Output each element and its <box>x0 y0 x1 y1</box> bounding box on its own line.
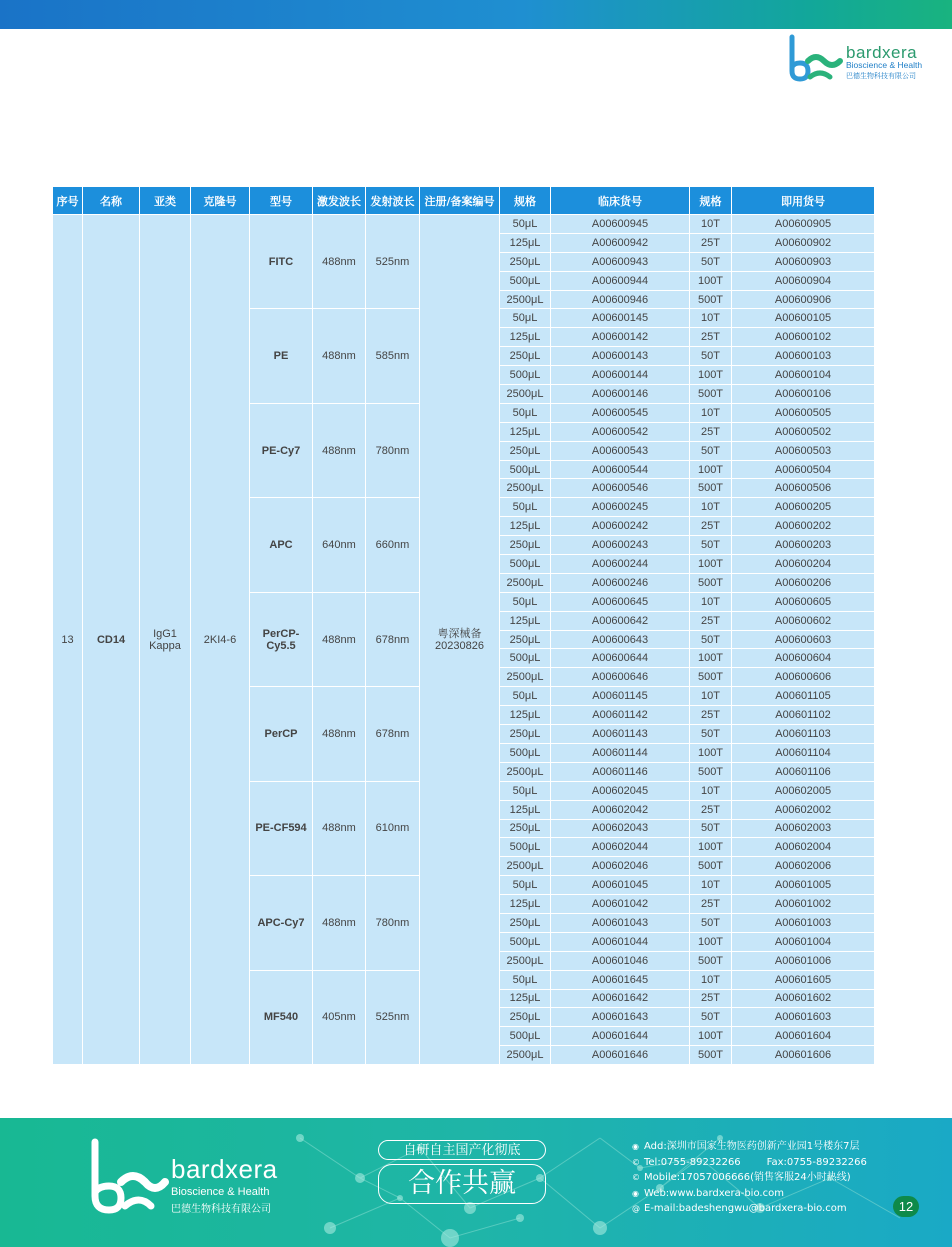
spec-cell: 50μL <box>500 215 551 234</box>
spec2-cell: 10T <box>690 592 732 611</box>
spec-cell: 50μL <box>500 498 551 517</box>
ready-code-cell: A00601603 <box>732 1008 875 1027</box>
spec-cell: 2500μL <box>500 762 551 781</box>
emission-cell: 660nm <box>366 498 420 592</box>
clinical-code-cell: A00600142 <box>551 328 690 347</box>
col-header-excitation: 激发波长 <box>313 187 366 215</box>
ready-code-cell: A00600905 <box>732 215 875 234</box>
spec2-cell: 500T <box>690 762 732 781</box>
ready-code-cell: A00601103 <box>732 725 875 744</box>
clinical-code-cell: A00600244 <box>551 555 690 574</box>
model-cell: APC <box>250 498 313 592</box>
contact-phone-row <box>632 1155 892 1171</box>
clinical-code-cell: A00600642 <box>551 611 690 630</box>
product-name-cell: CD14 <box>83 215 140 1065</box>
spec-cell: 50μL <box>500 403 551 422</box>
brand-logo <box>786 33 926 83</box>
spec-cell: 500μL <box>500 743 551 762</box>
emission-cell: 678nm <box>366 592 420 686</box>
spec-cell: 50μL <box>500 687 551 706</box>
spec2-cell: 25T <box>690 895 732 914</box>
ready-code-cell: A00602005 <box>732 781 875 800</box>
model-line-1: PerCP- <box>262 627 300 640</box>
spec-cell: 250μL <box>500 725 551 744</box>
ready-code-cell: A00601105 <box>732 687 875 706</box>
clinical-code-cell: A00600945 <box>551 215 690 234</box>
spec2-cell: 100T <box>690 932 732 951</box>
clinical-code-cell: A00600645 <box>551 592 690 611</box>
model-cell: APC-Cy7 <box>250 876 313 970</box>
clinical-code-cell: A00600145 <box>551 309 690 328</box>
clinical-code-cell: A00601142 <box>551 706 690 725</box>
ready-code-cell: A00600605 <box>732 592 875 611</box>
clinical-code-cell: A00600246 <box>551 573 690 592</box>
spec2-cell: 100T <box>690 366 732 385</box>
ready-code-cell: A00600206 <box>732 573 875 592</box>
clinical-code-cell: A00601642 <box>551 989 690 1008</box>
spec-cell: 50μL <box>500 309 551 328</box>
registration-line-2: 20230826 <box>435 639 484 652</box>
spec2-cell: 10T <box>690 215 732 234</box>
spec-cell: 500μL <box>500 555 551 574</box>
ready-code-cell: A00600606 <box>732 668 875 687</box>
spec2-cell: 10T <box>690 687 732 706</box>
ready-code-cell: A00601104 <box>732 743 875 762</box>
clinical-code-cell: A00601145 <box>551 687 690 706</box>
ready-code-cell: A00602003 <box>732 819 875 838</box>
col-header-emission: 发射波长 <box>366 187 420 215</box>
contact-address-row <box>632 1139 892 1155</box>
emission-cell: 525nm <box>366 215 420 309</box>
footer-logo-mark-icon <box>85 1138 169 1218</box>
col-header-spec: 规格 <box>500 187 551 215</box>
excitation-cell: 488nm <box>313 687 366 781</box>
spec2-cell: 25T <box>690 517 732 536</box>
ready-code-cell: A00601003 <box>732 913 875 932</box>
spec2-cell: 100T <box>690 838 732 857</box>
spec2-cell: 50T <box>690 536 732 555</box>
ready-code-cell: A00600202 <box>732 517 875 536</box>
spec2-cell: 10T <box>690 309 732 328</box>
col-header-clinical-code: 临床货号 <box>551 187 690 215</box>
clinical-code-cell: A00600946 <box>551 290 690 309</box>
table-row <box>53 215 875 234</box>
ready-code-cell: A00600105 <box>732 309 875 328</box>
contact-tel: Tel:0755-89232266 <box>644 1156 741 1168</box>
clinical-code-cell: A00601044 <box>551 932 690 951</box>
spec-cell: 250μL <box>500 1008 551 1027</box>
excitation-cell: 640nm <box>313 498 366 592</box>
slogan <box>378 1140 546 1204</box>
spec2-cell: 25T <box>690 422 732 441</box>
spec2-cell: 100T <box>690 271 732 290</box>
subclass-line-1: IgG1 <box>153 627 177 640</box>
clinical-code-cell: A00600245 <box>551 498 690 517</box>
spec2-cell: 25T <box>690 989 732 1008</box>
spec-cell: 50μL <box>500 592 551 611</box>
spec-cell: 125μL <box>500 233 551 252</box>
location-icon: ◉ <box>632 1142 639 1151</box>
spec2-cell: 500T <box>690 857 732 876</box>
excitation-cell: 488nm <box>313 781 366 875</box>
col-header-subclass: 亚类 <box>140 187 191 215</box>
clinical-code-cell: A00601645 <box>551 970 690 989</box>
contact-mobile-row <box>632 1170 892 1186</box>
phone-icon: © <box>632 1157 640 1167</box>
clinical-code-cell: A00602046 <box>551 857 690 876</box>
spec2-cell: 10T <box>690 970 732 989</box>
spec-cell: 125μL <box>500 895 551 914</box>
excitation-cell: 488nm <box>313 215 366 309</box>
clinical-code-cell: A00600944 <box>551 271 690 290</box>
spec-cell: 500μL <box>500 271 551 290</box>
emission-cell: 585nm <box>366 309 420 403</box>
footer-brand-subtitle: Bioscience & Health <box>171 1186 270 1198</box>
spec-cell: 250μL <box>500 347 551 366</box>
spec-cell: 125μL <box>500 989 551 1008</box>
web-icon: ◉ <box>632 1188 639 1198</box>
contact-email[interactable]: E-mail:badeshengwu@bardxera-bio.com <box>644 1203 847 1214</box>
subclass-line-2: Kappa <box>149 639 181 652</box>
ready-code-cell: A00602004 <box>732 838 875 857</box>
spec-cell: 500μL <box>500 838 551 857</box>
spec-cell: 50μL <box>500 876 551 895</box>
ready-code-cell: A00602006 <box>732 857 875 876</box>
spec-cell: 500μL <box>500 932 551 951</box>
model-cell: MF540 <box>250 970 313 1064</box>
spec-cell: 50μL <box>500 781 551 800</box>
col-header-spec-2: 规格 <box>690 187 732 215</box>
model-cell: PE-Cy7 <box>250 403 313 497</box>
clinical-code-cell: A00601143 <box>551 725 690 744</box>
ready-code-cell: A00600204 <box>732 555 875 574</box>
top-color-bar <box>0 0 952 29</box>
clinical-code-cell: A00601144 <box>551 743 690 762</box>
clinical-code-cell: A00600144 <box>551 366 690 385</box>
spec-cell: 250μL <box>500 913 551 932</box>
spec2-cell: 500T <box>690 385 732 404</box>
ready-code-cell: A00601604 <box>732 1027 875 1046</box>
page-number: 12 <box>893 1196 919 1217</box>
spec-cell: 500μL <box>500 460 551 479</box>
model-cell: FITC <box>250 215 313 309</box>
ready-code-cell: A00600103 <box>732 347 875 366</box>
footer-brand-name: bardxera <box>171 1154 278 1184</box>
spec-cell: 250μL <box>500 441 551 460</box>
logo-mark-icon <box>786 33 846 83</box>
spec-cell: 125μL <box>500 800 551 819</box>
contact-web[interactable]: Web:www.bardxera-bio.com <box>644 1187 784 1199</box>
spec-cell: 500μL <box>500 649 551 668</box>
emission-cell: 780nm <box>366 876 420 970</box>
ready-code-cell: A00600604 <box>732 649 875 668</box>
excitation-cell: 488nm <box>313 309 366 403</box>
emission-cell: 525nm <box>366 970 420 1064</box>
contact-info <box>632 1139 892 1217</box>
spec-cell: 2500μL <box>500 385 551 404</box>
ready-code-cell: A00602002 <box>732 800 875 819</box>
brand-name: bardxera <box>846 43 918 62</box>
spec2-cell: 10T <box>690 876 732 895</box>
clinical-code-cell: A00600545 <box>551 403 690 422</box>
excitation-cell: 488nm <box>313 592 366 686</box>
col-header-serial: 序号 <box>53 187 83 215</box>
clinical-code-cell: A00600242 <box>551 517 690 536</box>
spec2-cell: 100T <box>690 743 732 762</box>
ready-code-cell: A00600104 <box>732 366 875 385</box>
clinical-code-cell: A00600543 <box>551 441 690 460</box>
footer-brand-company-name: 巴德生物科技有限公司 <box>171 1204 271 1215</box>
spec-cell: 2500μL <box>500 479 551 498</box>
spec-cell: 2500μL <box>500 573 551 592</box>
contact-mobile: Mobile:17057006666(销售客服24小时热线) <box>644 1172 851 1183</box>
clinical-code-cell: A00602044 <box>551 838 690 857</box>
ready-code-cell: A00600906 <box>732 290 875 309</box>
brand-subtitle: Bioscience & Health <box>846 60 923 70</box>
clinical-code-cell: A00600546 <box>551 479 690 498</box>
spec-cell: 2500μL <box>500 290 551 309</box>
spec-cell: 2500μL <box>500 951 551 970</box>
spec2-cell: 50T <box>690 725 732 744</box>
spec-cell: 125μL <box>500 328 551 347</box>
spec2-cell: 100T <box>690 649 732 668</box>
col-header-ready-code: 即用货号 <box>732 187 875 215</box>
spec-cell: 250μL <box>500 536 551 555</box>
ready-code-cell: A00600902 <box>732 233 875 252</box>
mobile-icon: © <box>632 1173 640 1182</box>
emission-cell: 678nm <box>366 687 420 781</box>
footer <box>0 1118 952 1247</box>
spec-cell: 125μL <box>500 517 551 536</box>
serial-cell: 13 <box>53 215 83 1065</box>
clinical-code-cell: A00601042 <box>551 895 690 914</box>
model-cell <box>250 592 313 686</box>
clinical-code-cell: A00600544 <box>551 460 690 479</box>
spec-cell: 500μL <box>500 366 551 385</box>
spec2-cell: 25T <box>690 233 732 252</box>
product-table <box>52 186 875 1065</box>
clinical-code-cell: A00601146 <box>551 762 690 781</box>
ready-code-cell: A00601006 <box>732 951 875 970</box>
spec-cell: 125μL <box>500 422 551 441</box>
spec2-cell: 50T <box>690 913 732 932</box>
spec-cell: 250μL <box>500 252 551 271</box>
clinical-code-cell: A00600646 <box>551 668 690 687</box>
spec2-cell: 50T <box>690 819 732 838</box>
ready-code-cell: A00600504 <box>732 460 875 479</box>
model-line-2: Cy5.5 <box>266 639 296 652</box>
ready-code-cell: A00601005 <box>732 876 875 895</box>
excitation-cell: 405nm <box>313 970 366 1064</box>
col-header-model: 型号 <box>250 187 313 215</box>
spec2-cell: 25T <box>690 800 732 819</box>
ready-code-cell: A00601002 <box>732 895 875 914</box>
spec-cell: 2500μL <box>500 1046 551 1065</box>
clinical-code-cell: A00601646 <box>551 1046 690 1065</box>
ready-code-cell: A00601605 <box>732 970 875 989</box>
spec-cell: 2500μL <box>500 668 551 687</box>
spec-cell: 250μL <box>500 819 551 838</box>
clinical-code-cell: A00600243 <box>551 536 690 555</box>
clinical-code-cell: A00600644 <box>551 649 690 668</box>
ready-code-cell: A00600502 <box>732 422 875 441</box>
col-header-name: 名称 <box>83 187 140 215</box>
ready-code-cell: A00600506 <box>732 479 875 498</box>
clinical-code-cell: A00602042 <box>551 800 690 819</box>
clinical-code-cell: A00601043 <box>551 913 690 932</box>
clinical-code-cell: A00600542 <box>551 422 690 441</box>
brand-company-name: 巴德生物科技有限公司 <box>846 72 916 80</box>
model-cell: PE-CF594 <box>250 781 313 875</box>
ready-code-cell: A00600904 <box>732 271 875 290</box>
footer-brand-logo <box>85 1138 285 1228</box>
ready-code-cell: A00601602 <box>732 989 875 1008</box>
email-icon: @ <box>632 1204 640 1213</box>
clinical-code-cell: A00601644 <box>551 1027 690 1046</box>
ready-code-cell: A00600602 <box>732 611 875 630</box>
clinical-code-cell: A00600943 <box>551 252 690 271</box>
clinical-code-cell: A00600643 <box>551 630 690 649</box>
ready-code-cell: A00601004 <box>732 932 875 951</box>
clinical-code-cell: A00600942 <box>551 233 690 252</box>
contact-address: Add:深圳市国家生物医药创新产业园1号楼东7层 <box>644 1141 860 1152</box>
ready-code-cell: A00601102 <box>732 706 875 725</box>
spec2-cell: 10T <box>690 403 732 422</box>
spec-cell: 125μL <box>500 706 551 725</box>
spec2-cell: 25T <box>690 706 732 725</box>
model-cell: PerCP <box>250 687 313 781</box>
spec-cell: 50μL <box>500 970 551 989</box>
table-header-row <box>53 187 875 215</box>
emission-cell: 610nm <box>366 781 420 875</box>
ready-code-cell: A00601106 <box>732 762 875 781</box>
spec2-cell: 10T <box>690 781 732 800</box>
contact-web-row <box>632 1186 892 1202</box>
spec-cell: 250μL <box>500 630 551 649</box>
clinical-code-cell: A00602043 <box>551 819 690 838</box>
clinical-code-cell: A00601046 <box>551 951 690 970</box>
spec2-cell: 10T <box>690 498 732 517</box>
slogan-main: 合作共赢 <box>378 1164 546 1204</box>
ready-code-cell: A00600503 <box>732 441 875 460</box>
spec-cell: 500μL <box>500 1027 551 1046</box>
subclass-cell <box>140 215 191 1065</box>
spec-cell: 125μL <box>500 611 551 630</box>
emission-cell: 780nm <box>366 403 420 497</box>
spec2-cell: 500T <box>690 479 732 498</box>
spec2-cell: 50T <box>690 347 732 366</box>
spec2-cell: 50T <box>690 441 732 460</box>
spec2-cell: 100T <box>690 555 732 574</box>
excitation-cell: 488nm <box>313 876 366 970</box>
spec2-cell: 50T <box>690 630 732 649</box>
spec-cell: 2500μL <box>500 857 551 876</box>
clinical-code-cell: A00602045 <box>551 781 690 800</box>
excitation-cell: 488nm <box>313 403 366 497</box>
contact-fax: Fax:0755-89232266 <box>766 1156 867 1168</box>
spec2-cell: 25T <box>690 611 732 630</box>
ready-code-cell: A00600505 <box>732 403 875 422</box>
registration-cell <box>420 215 500 1065</box>
slogan-top: 自研自主国产化彻底 <box>378 1140 546 1160</box>
col-header-clone: 克隆号 <box>191 187 250 215</box>
table-body <box>53 215 875 1065</box>
spec2-cell: 500T <box>690 668 732 687</box>
spec2-cell: 50T <box>690 252 732 271</box>
spec2-cell: 100T <box>690 1027 732 1046</box>
spec2-cell: 100T <box>690 460 732 479</box>
ready-code-cell: A00601606 <box>732 1046 875 1065</box>
ready-code-cell: A00600106 <box>732 385 875 404</box>
spec2-cell: 500T <box>690 290 732 309</box>
model-cell: PE <box>250 309 313 403</box>
ready-code-cell: A00600205 <box>732 498 875 517</box>
registration-line-1: 粤深械备 <box>437 627 482 640</box>
clinical-code-cell: A00601045 <box>551 876 690 895</box>
spec2-cell: 500T <box>690 573 732 592</box>
spec2-cell: 500T <box>690 1046 732 1065</box>
spec2-cell: 500T <box>690 951 732 970</box>
clinical-code-cell: A00601643 <box>551 1008 690 1027</box>
clinical-code-cell: A00600146 <box>551 385 690 404</box>
ready-code-cell: A00600203 <box>732 536 875 555</box>
contact-email-row <box>632 1201 892 1217</box>
spec2-cell: 50T <box>690 1008 732 1027</box>
ready-code-cell: A00600903 <box>732 252 875 271</box>
ready-code-cell: A00600603 <box>732 630 875 649</box>
spec2-cell: 25T <box>690 328 732 347</box>
clinical-code-cell: A00600143 <box>551 347 690 366</box>
col-header-registration: 注册/备案编号 <box>420 187 500 215</box>
clone-cell: 2KI4-6 <box>191 215 250 1065</box>
ready-code-cell: A00600102 <box>732 328 875 347</box>
